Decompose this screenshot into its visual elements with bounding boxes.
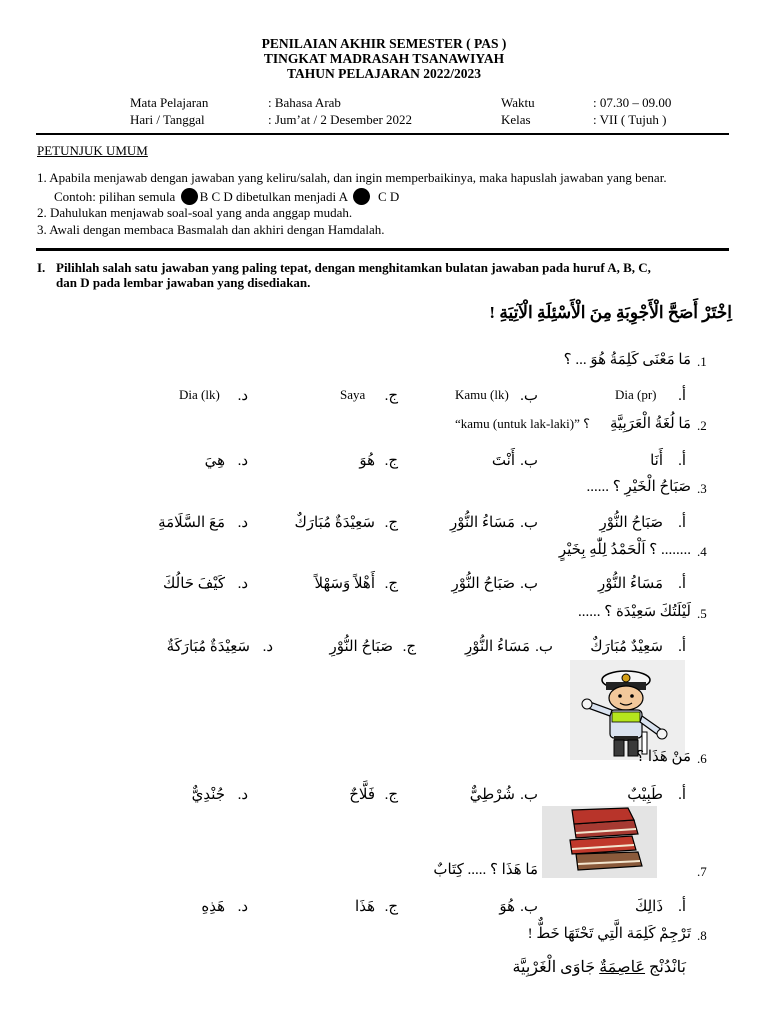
header-line-3: TAHUN PELAJARAN 2022/2023 [286,66,481,81]
q1-letter-b: ب. [520,388,538,404]
q5-option-d: سَعِيْدَةٌ مُبَارَكَةٌ [166,639,250,655]
q1-letter-c: ج. [384,388,398,404]
stack-of-books-icon [542,806,657,878]
time-value: : 07.30 – 09.00 [593,95,672,110]
question-7-text: مَا هَذَا ؟ ..... كِتَابٌ [433,862,538,878]
date-label: Hari / Tanggal [130,112,205,127]
q2-letter-d: د. [237,453,248,469]
q7-letter-d: د. [237,899,248,915]
q5-letter-c: ج. [402,639,416,655]
q5-letter-d: د. [262,639,273,655]
q4-option-d: كَيْفَ حَالُكَ [163,576,225,592]
question-5-text: لَيْلَتُكَ سَعِيْدَة ؟ ...... [577,604,691,620]
books-image [542,806,657,878]
q1-option-c: Saya [340,387,366,402]
instruction-example [54,188,399,205]
question-2-arabic: مَا لُغَةُ الْعَرَبِيَّةِ [610,416,691,432]
q3-option-c: سَعِيْدَةٌ مُبَارَكٌ [294,515,375,531]
instruction-3: 3. Awali dengan membaca Basmalah dan akhiri dengan Hamdalah. [37,222,385,237]
subject-label: Mata Pelajaran [130,95,209,110]
question-5-number: .5 [697,606,707,621]
question-7-number: .7 [697,864,707,879]
question-8-text: تَرْجِمْ كَلِمَة الَّتِي تَحْتَهَا خَطٌّ ! [527,926,691,942]
header-line-1: PENILAIAN AKHIR SEMESTER ( PAS ) [261,36,507,51]
q5-letter-b: ب. [535,639,553,655]
instruction-2: 2. Dahulukan menjawab soal-soal yang anda anggap mudah. [37,205,353,220]
q1-option-a: Dia (pr) [615,387,657,402]
q8-phrase-end: جَاوَى الْغَرْبِيَّة [512,959,596,976]
q7-letter-c: ج. [384,899,398,915]
q3-option-a: صَبَاحُ النُّوْرِ [599,515,663,531]
question-6-number: .6 [697,751,707,766]
question-4-text: ........ ؟ اَلْحَمْدُ لِلّٰهِ بِخَيْرٍ [558,542,691,558]
question-1-text: مَا مَعْنَى كَلِمَةُ هُوَ ... ؟ [563,352,691,368]
class-label: Kelas [501,112,531,127]
example-mid: B C D dibetulkan menjadi A [199,189,348,204]
police-officer-icon [570,660,685,760]
q2-letter-c: ج. [384,453,398,469]
q5-option-c: صَبَاحُ النُّوْرِ [329,639,393,655]
q2-option-c: هُوَ [359,453,375,469]
q7-letter-a: أ. [678,899,686,915]
question-2-latin: “kamu (untuk lak-laki)” ؟ [455,416,591,431]
q7-letter-b: ب. [520,899,538,915]
subject-value: : Bahasa Arab [268,95,341,110]
q7-option-a: ذَالِكَ [634,899,663,915]
instructions-title: PETUNJUK UMUM [37,143,148,158]
question-3-text: صَبَاحُ الْخَيْرِ ؟ ...... [586,479,691,495]
q1-option-b: Kamu (lk) [455,387,509,402]
q5-option-b: مَسَاءُ النُّوْرِ [464,639,530,655]
question-4-number: .4 [697,544,707,559]
q7-option-b: هُوَ [499,899,515,915]
q4-option-c: أَهْلاً وَسَهْلاً [314,576,375,592]
q6-option-a: طَبِيْبٌ [627,787,663,803]
section-text-1: Pilihlah salah satu jawaban yang paling tepat, dengan menghitamkan bulatan jawaban pada huruf A, B, C, [56,260,651,275]
question-3-number: .3 [697,481,707,496]
q6-letter-b: ب. [520,787,538,803]
q8-phrase-rest: بَانْدُنْج [649,959,686,976]
q4-option-b: صَبَاحُ النُّوْرِ [451,576,515,592]
time-label: Waktu [501,95,535,110]
q4-letter-c: ج. [384,576,398,592]
q2-option-b: أَنْتَ [491,453,515,469]
police-image [570,660,685,760]
q1-letter-d: د. [237,388,248,404]
q3-option-b: مَسَاءُ النُّوْرِ [449,515,515,531]
q6-letter-d: د. [237,787,248,803]
example-prefix: Contoh: pilihan semula [54,189,176,204]
question-1-number: .1 [697,354,707,369]
q6-option-c: فَلَّاحٌ [349,787,375,803]
arabic-instruction: اِخْتَرْ أَصَحَّ الْأَجْوِبَةِ مِنَ الْأَسْئِلَةِ الْآتِيَةِ ! [489,303,732,322]
q3-letter-d: د. [237,515,248,531]
section-number: I. [37,260,46,275]
q1-letter-a: أ. [678,388,686,404]
section-text-2: dan D pada lembar jawaban yang disediakan. [56,275,311,290]
q7-option-c: هَذَا [355,899,375,915]
example-end: C D [378,189,400,204]
q3-letter-c: ج. [384,515,398,531]
q2-option-a: أَنَا [650,453,663,469]
divider-bottom [36,248,729,251]
q4-letter-b: ب. [520,576,538,592]
question-8-phrase [512,957,686,977]
q2-option-d: هِيَ [204,453,225,469]
q6-letter-c: ج. [384,787,398,803]
q5-option-a: سَعِيْدٌ مُبَارَكٌ [590,639,663,655]
filled-bubble-icon [353,188,370,205]
q5-letter-a: أ. [678,639,686,655]
q3-letter-a: أ. [678,515,686,531]
q6-letter-a: أ. [678,787,686,803]
q7-option-d: هَذِهِ [201,899,225,915]
question-6-text: مَنْ هَذَا ؟ [636,749,691,765]
q1-option-d: Dia (lk) [179,387,220,402]
q4-letter-d: د. [237,576,248,592]
date-value: : Jum’at / 2 Desember 2022 [268,112,413,127]
question-2-number: .2 [697,418,707,433]
header-line-2: TINGKAT MADRASAH TSANAWIYAH [263,51,505,66]
class-value: : VII ( Tujuh ) [593,112,667,127]
q6-option-b: شُرْطِيٌّ [469,787,515,803]
filled-bubble-icon [181,188,198,205]
q3-letter-b: ب. [520,515,538,531]
q2-letter-a: أ. [678,453,686,469]
question-8-number: .8 [697,928,707,943]
instruction-1: 1. Apabila menjawab dengan jawaban yang keliru/salah, dan ingin memperbaikinya, maka hapuslah jawaban yang benar. [37,170,667,185]
divider-top [36,133,729,135]
q4-letter-a: أ. [678,576,686,592]
q2-letter-b: ب. [520,453,538,469]
q4-option-a: مَسَاءُ النُّوْرِ [597,576,663,592]
q8-phrase-underlined: عَاصِمَةٌ [599,959,646,976]
q3-option-d: مَعَ السَّلَامَةِ [158,515,225,531]
q6-option-d: جُنْدِيٌّ [191,787,225,803]
